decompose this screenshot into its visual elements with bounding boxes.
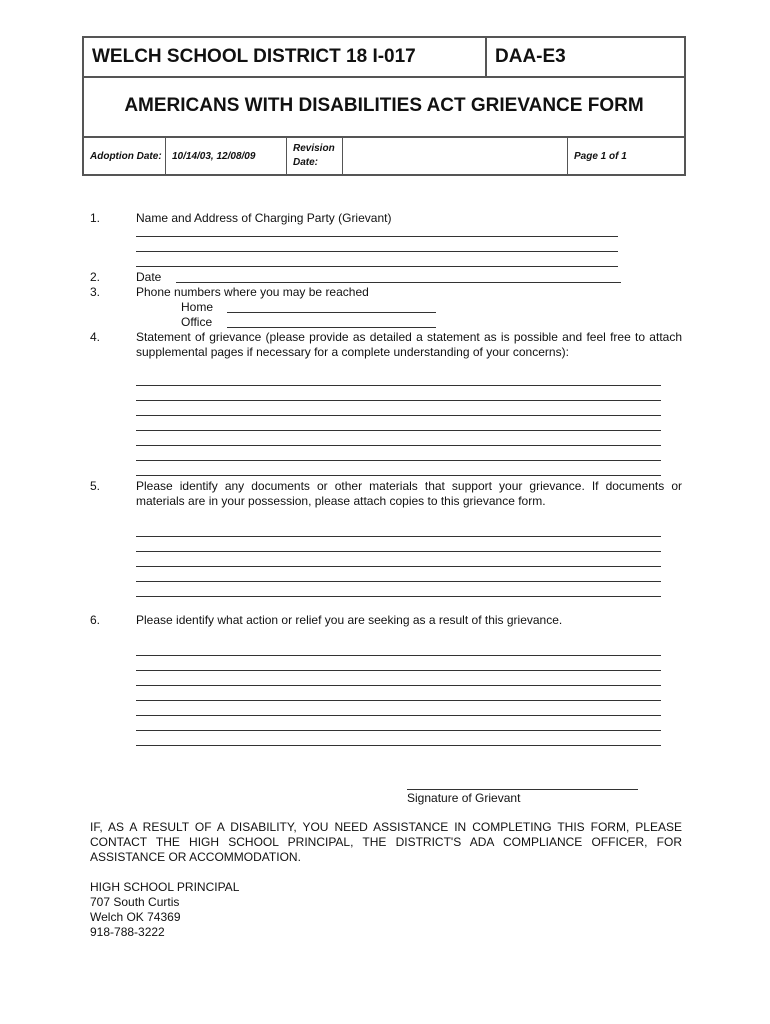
statement-line-5[interactable] (136, 445, 661, 446)
office-phone-label: Office (181, 315, 213, 329)
item-4-text: Statement of grievance (please provide as detailed a statement as is possible and feel free to attach supplemental pages if necessary for a complete understanding of your concerns): (136, 330, 682, 359)
statement-line-2[interactable] (136, 400, 661, 401)
policy-code: DAA-E3 (495, 46, 566, 67)
item-5-text: Please identify any documents or other materials that support your grievance. If documents or materials are in your possession, please attach copies to this grievance form. (136, 479, 682, 508)
statement-line-3[interactable] (136, 415, 661, 416)
documents-line-1[interactable] (136, 536, 661, 537)
contact-phone: 918-788-3222 (90, 925, 165, 939)
relief-line-1[interactable] (136, 655, 661, 656)
relief-line-3[interactable] (136, 685, 661, 686)
contact-title: HIGH SCHOOL PRINCIPAL (90, 880, 240, 894)
signature-label: Signature of Grievant (407, 791, 521, 805)
item-2-number: 2. (90, 270, 101, 284)
relief-line-6[interactable] (136, 730, 661, 731)
documents-line-5[interactable] (136, 596, 661, 597)
item-3-label: Phone numbers where you may be reached (136, 285, 369, 299)
adoption-label: Adoption Date: (84, 138, 166, 174)
item-1-label: Name and Address of Charging Party (Grievant) (136, 211, 392, 225)
statement-line-1[interactable] (136, 385, 661, 386)
revision-value (343, 138, 568, 174)
signature-line[interactable] (407, 789, 638, 790)
grievant-address-line-1[interactable] (136, 236, 618, 237)
header-top-row (82, 36, 686, 78)
statement-line-4[interactable] (136, 430, 661, 431)
statement-line-6[interactable] (136, 460, 661, 461)
revision-label: Revision Date: (287, 138, 343, 174)
item-2-label: Date (136, 270, 162, 284)
item-6-number: 6. (90, 613, 101, 627)
documents-line-3[interactable] (136, 566, 661, 567)
item-6-text: Please identify what action or relief you are seeking as a result of this grievance. (136, 613, 563, 627)
home-phone-label: Home (181, 300, 214, 314)
relief-line-7[interactable] (136, 745, 661, 746)
page-number: Page 1 of 1 (574, 150, 627, 162)
documents-line-2[interactable] (136, 551, 661, 552)
header-meta-row (82, 136, 686, 176)
item-5-number: 5. (90, 479, 101, 493)
adoption-dates: 10/14/03, 12/08/09 (166, 138, 287, 174)
district-name: WELCH SCHOOL DISTRICT 18 I-017 (84, 38, 487, 76)
assistance-notice: IF, AS A RESULT OF A DISABILITY, YOU NEED ASSISTANCE IN COMPLETING THIS FORM, PLEASE CONTACT THE HIGH SCHOOL PRINCIPAL, THE DISTRICT'S ADA COMPLIANCE OFFICER, FOR ASSISTANCE OR ACCOMMODATION. (90, 820, 682, 864)
documents-line-4[interactable] (136, 581, 661, 582)
item-4-number: 4. (90, 330, 101, 344)
home-phone-line[interactable] (227, 312, 436, 313)
office-phone-line[interactable] (227, 327, 436, 328)
item-1-number: 1. (90, 211, 101, 225)
relief-line-5[interactable] (136, 715, 661, 716)
statement-line-7[interactable] (136, 475, 661, 476)
item-3-number: 3. (90, 285, 101, 299)
form-title: AMERICANS WITH DISABILITIES ACT GRIEVANCE FORM (82, 76, 686, 138)
relief-line-4[interactable] (136, 700, 661, 701)
contact-city: Welch OK 74369 (90, 910, 181, 924)
grievant-address-line-2[interactable] (136, 251, 618, 252)
date-line[interactable] (176, 282, 621, 283)
relief-line-2[interactable] (136, 670, 661, 671)
contact-street: 707 South Curtis (90, 895, 180, 909)
grievant-address-line-3[interactable] (136, 266, 618, 267)
